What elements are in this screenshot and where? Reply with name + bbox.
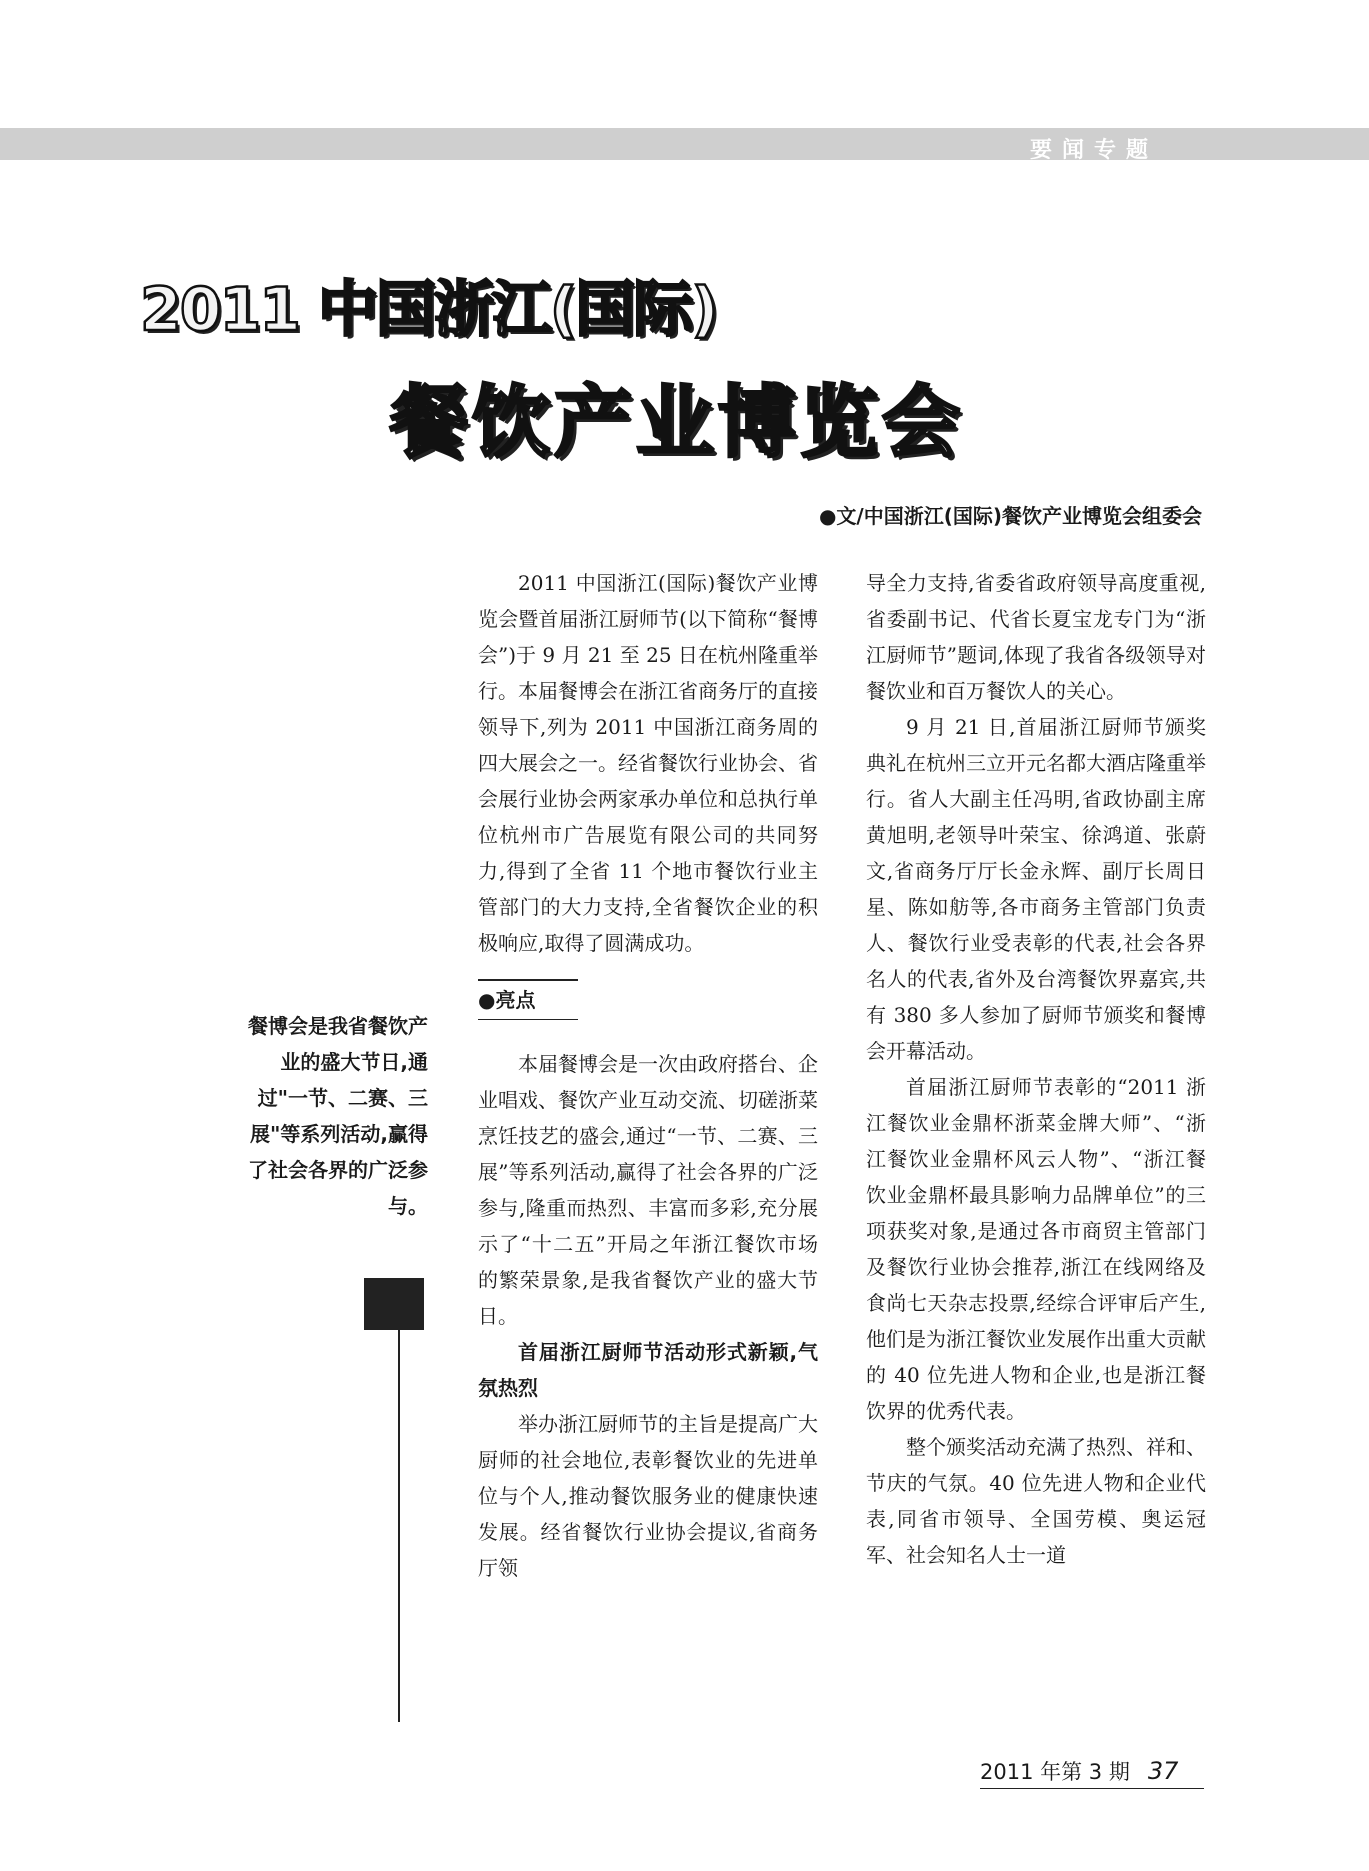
body-paragraph: 导全力支持,省委省政府领导高度重视,省委副书记、代省长夏宝龙专门为“浙江厨师节”题词,体现了我省各级领导对餐饮业和百万餐饮人的关心。 [866,571,1206,703]
header-band [0,128,1369,160]
body-paragraph: 整个颁奖活动充满了热烈、祥和、节庆的气氛。40 位先进人物和企业代表,同省市领导、全国劳模、奥运冠军、社会知名人士一道 [866,1435,1206,1567]
title-line-1: 2011 中国浙江(国际) [140,275,717,345]
page-number: 37 [1147,1757,1179,1785]
body-paragraph: 举办浙江厨师节的主旨是提高广大厨师的社会地位,表彰餐饮业的先进单位与个人,推动餐饮服务业的健康快速发展。经省餐饮行业协会提议,省商务厅领 [478,1412,818,1580]
pull-quote-rule [398,1330,400,1722]
body-paragraph: 本届餐博会是一次由政府搭台、企业唱戏、餐饮产业互动交流、切磋浙菜烹饪技艺的盛会,通过“一节、二赛、三展”等系列活动,赢得了社会各界的广泛参与,隆重而热烈、丰富而多彩,充分展示了“十二五”开局之年浙江餐饮市场的繁荣景象,是我省餐饮产业的盛大节日。 [478,1052,818,1328]
article-column-2 [866,565,1206,1573]
body-paragraph: 9 月 21 日,首届浙江厨师节颁奖典礼在杭州三立开元名都大酒店隆重举行。省人大副主任冯明,省政协副主席黄旭明,老领导叶荣宝、徐鸿道、张蔚文,省商务厅厅长金永辉、副厅长周日星、陈如舫等,各市商务主管部门负责人、餐饮行业受表彰的代表,社会各界名人的代表,省外及台湾餐饮界嘉宾,共有 380 多人参加了厨师节颁奖和餐博会开幕活动。 [866,715,1206,1063]
pull-quote: 餐博会是我省餐饮产业的盛大节日,通过"一节、二赛、三展"等系列活动,赢得了社会各界的广泛参与。 [248,1014,428,1218]
byline: ●文/中国浙江(国际)餐饮产业博览会组委会 [818,504,1202,528]
title-line-2: 餐饮产业博览会 [390,378,965,468]
footer-rule [980,1788,1204,1789]
highlight-heading: ●亮点 [478,979,578,1020]
pull-quote-block [364,1278,424,1330]
subheading: 首届浙江厨师节活动形式新颖,气氛热烈 [478,1340,818,1400]
body-paragraph: 首届浙江厨师节表彰的“2011 浙江餐饮业金鼎杯浙菜金牌大师”、“浙江餐饮业金鼎杯风云人物”、“浙江餐饮业金鼎杯最具影响力品牌单位”的三项获奖对象,是通过各市商贸主管部门及餐饮行业协会推荐,浙江在线网络及食尚七天杂志投票,经综合评审后产生,他们是为浙江餐饮业发展作出重大贡献的 40 位先进人物和企业,也是浙江餐饮界的优秀代表。 [866,1075,1206,1423]
page-footer [980,1756,1178,1786]
article-column-1 [478,565,818,1586]
section-label: 要闻专题 [1030,138,1159,163]
issue-label: 2011 年第 3 期 [980,1760,1130,1784]
intro-paragraph: 2011 中国浙江(国际)餐饮产业博览会暨首届浙江厨师节(以下简称“餐博会”)于 9 月 21 至 25 日在杭州隆重举行。本届餐博会在浙江省商务厅的直接领导下,列为 2011 中国浙江商务周的四大展会之一。经省餐饮行业协会、省会展行业协会两家承办单位和总执行单位杭州市广告展览有限公司的共同努力,得到了全省 11 个地市餐饮行业主管部门的大力支持,全省餐饮企业的积极响应,取得了圆满成功。 [478,571,818,955]
